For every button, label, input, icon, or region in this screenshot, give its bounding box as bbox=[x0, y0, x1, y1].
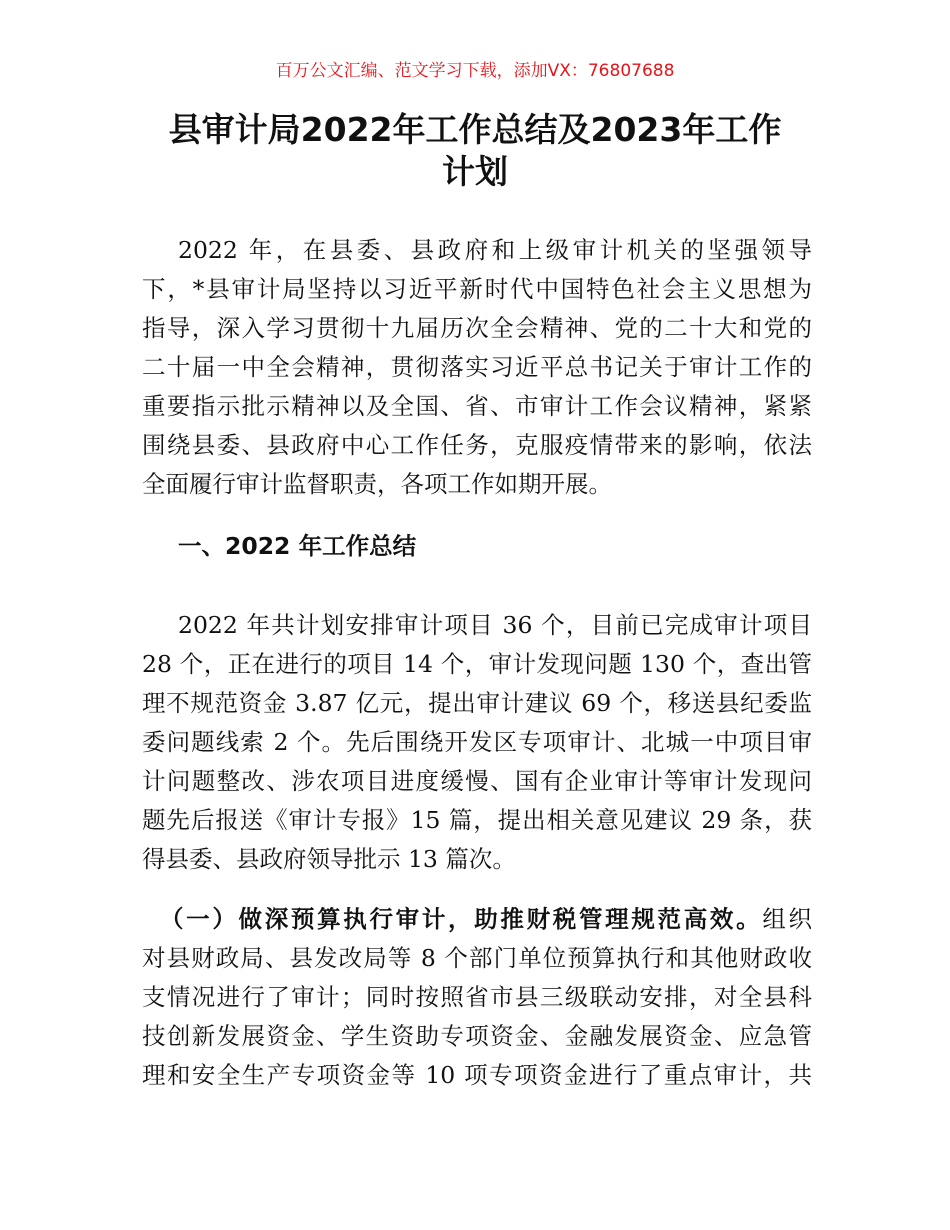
text-line: 下，*县审计局坚持以习近平新时代中国特色社会主义思想为 bbox=[142, 275, 812, 303]
document-title-line-1: 县审计局2022年工作总结及2023年工作 bbox=[168, 110, 782, 149]
text-line: 全面履行审计监督职责，各项工作如期开展。 bbox=[142, 470, 612, 498]
text-line: 计问题整改、涉农项目进度缓慢、国有企业审计等审计发现问 bbox=[142, 767, 812, 795]
text-line: 委问题线索 2 个。先后围绕开发区专项审计、北城一中项目审 bbox=[142, 728, 812, 756]
text-line: 2022 年，在县委、县政府和上级审计机关的坚强领导 bbox=[178, 236, 812, 264]
text-line: 28 个，正在进行的项目 14 个，审计发现问题 130 个，查出管 bbox=[142, 650, 812, 678]
text-line: 理和安全生产专项资金等 10 项专项资金进行了重点审计，共 bbox=[142, 1061, 812, 1089]
text-line: 对县财政局、县发改局等 8 个部门单位预算执行和其他财政收 bbox=[142, 944, 812, 972]
text-run: 组织 bbox=[762, 905, 812, 933]
text-line: 技创新发展资金、学生资助专项资金、金融发展资金、应急管 bbox=[142, 1022, 812, 1050]
document-title-line-2: 计划 bbox=[442, 152, 508, 191]
text-line: 2022 年共计划安排审计项目 36 个，目前已完成审计项目 bbox=[178, 611, 812, 639]
text-line: 重要指示批示精神以及全国、省、市审计工作会议精神，紧紧 bbox=[142, 392, 812, 420]
text-line: 得县委、县政府领导批示 13 篇次。 bbox=[142, 845, 516, 873]
text-line: 理不规范资金 3.87 亿元，提出审计建议 69 个，移送县纪委监 bbox=[142, 689, 812, 717]
text-line: 二十届一中全会精神，贯彻落实习近平总书记关于审计工作的 bbox=[142, 353, 812, 381]
text-line: 题先后报送《审计专报》15 篇，提出相关意见建议 29 条，获 bbox=[142, 806, 812, 834]
text-line bbox=[160, 904, 812, 934]
text-line: 围绕县委、县政府中心工作任务，克服疫情带来的影响，依法 bbox=[142, 431, 812, 459]
text-line: 指导，深入学习贯彻十九届历次全会精神、党的二十大和党的 bbox=[142, 314, 812, 342]
section-heading: 一、2022 年工作总结 bbox=[178, 532, 417, 560]
subsection-heading: （一）做深预算执行审计，助推财税管理规范高效。 bbox=[160, 905, 763, 933]
header-banner: 百万公文汇编、范文学习下载，添加VX：76807688 bbox=[275, 61, 675, 81]
text-line: 支情况进行了审计；同时按照省市县三级联动安排，对全县科 bbox=[142, 983, 812, 1011]
